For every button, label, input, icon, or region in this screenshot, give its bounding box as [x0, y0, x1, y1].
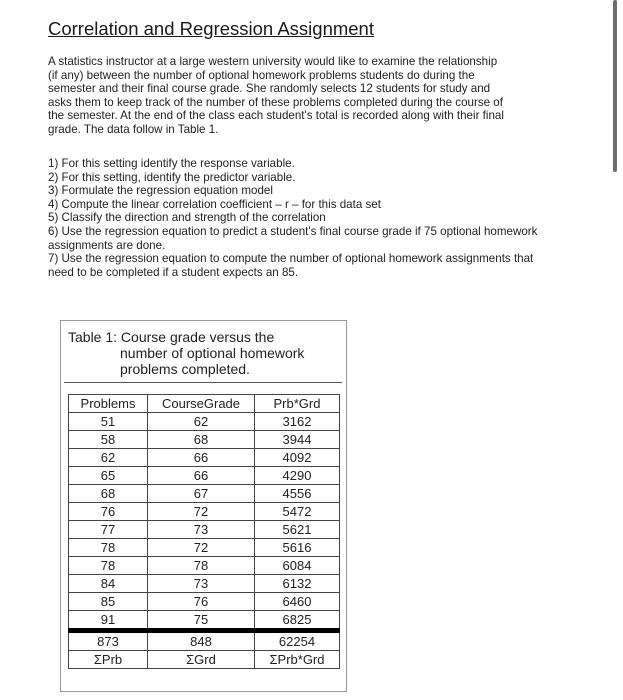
cell-prb-grd: 5621 — [255, 521, 340, 539]
cell-prb-grd: 4092 — [255, 449, 340, 467]
table-row — [69, 431, 340, 449]
question-line: 3) Formulate the regression equation model — [48, 184, 273, 198]
cell-problems: 77 — [69, 521, 148, 539]
sum-prb-label: ΣPrb — [69, 651, 148, 669]
table-caption — [68, 329, 304, 377]
cell-prb-grd: 6825 — [255, 611, 340, 631]
totals-label-row — [69, 651, 340, 669]
paragraph-line: asks them to keep track of the number of these problems completed during the course of — [48, 95, 503, 109]
intro-paragraph — [48, 55, 504, 137]
cell-problems: 62 — [69, 449, 148, 467]
question-line: 4) Compute the linear correlation coefficient – r – for this data set — [48, 197, 381, 211]
table-row — [69, 503, 340, 521]
question-line: 5) Classify the direction and strength of the correlation — [48, 211, 326, 225]
header-course-grade: CourseGrade — [148, 395, 255, 413]
question-line: 2) For this setting, identify the predictor variable. — [48, 170, 296, 184]
caption-line: problems completed. — [120, 361, 250, 377]
caption-line: Table 1: Course grade versus the — [68, 329, 275, 345]
cell-prb-grd: 5472 — [255, 503, 340, 521]
cell-problems: 78 — [69, 539, 148, 557]
page-title: Correlation and Regression Assignment — [48, 18, 374, 39]
table-row — [69, 413, 340, 431]
cell-course-grade: 66 — [148, 449, 255, 467]
paragraph-line: (if any) between the number of optional homework problems students do during the — [48, 68, 475, 82]
cell-problems: 58 — [69, 431, 148, 449]
cell-problems: 84 — [69, 575, 148, 593]
table-row — [69, 521, 340, 539]
cell-prb-grd: 6132 — [255, 575, 340, 593]
table-1-figure — [60, 320, 347, 692]
cell-problems: 91 — [69, 611, 148, 631]
question-line: 6) Use the regression equation to predict a student's final course grade if 75 optional homework — [48, 224, 538, 238]
question-line: need to be completed if a student expects an 85. — [48, 265, 299, 279]
cell-problems: 68 — [69, 485, 148, 503]
caption-divider — [64, 382, 342, 383]
cell-prb-grd: 5616 — [255, 539, 340, 557]
cell-prb-grd: 4556 — [255, 485, 340, 503]
cell-prb-grd: 6084 — [255, 557, 340, 575]
totals-row — [69, 631, 340, 651]
table-row — [69, 611, 340, 631]
cell-course-grade: 73 — [148, 575, 255, 593]
cell-course-grade: 73 — [148, 521, 255, 539]
data-table — [68, 394, 340, 669]
cell-prb-grd: 3162 — [255, 413, 340, 431]
total-grade: 848 — [148, 631, 255, 651]
question-line: 1) For this setting identify the response variable. — [48, 157, 295, 170]
paragraph-line: semester and their final course grade. She randomly selects 12 students for study and — [48, 82, 491, 96]
total-problems: 873 — [69, 631, 148, 651]
cell-course-grade: 72 — [148, 503, 255, 521]
cell-course-grade: 62 — [148, 413, 255, 431]
header-problems: Problems — [69, 395, 148, 413]
table-row — [69, 557, 340, 575]
cell-course-grade: 68 — [148, 431, 255, 449]
table-row — [69, 467, 340, 485]
table-row — [69, 593, 340, 611]
paragraph-line: grade. The data follow in Table 1. — [48, 122, 219, 136]
table-row — [69, 539, 340, 557]
cell-prb-grd: 4290 — [255, 467, 340, 485]
cell-problems: 85 — [69, 593, 148, 611]
cell-course-grade: 67 — [148, 485, 255, 503]
cell-course-grade: 78 — [148, 557, 255, 575]
cell-problems: 65 — [69, 467, 148, 485]
table-row — [69, 449, 340, 467]
sum-prb-grd-label: ΣPrb*Grd — [255, 651, 340, 669]
cell-problems: 51 — [69, 413, 148, 431]
question-line: 7) Use the regression equation to compute the number of optional homework assignments that — [48, 252, 534, 266]
cell-course-grade: 75 — [148, 611, 255, 631]
paragraph-line: A statistics instructor at a large western university would like to examine the relationship — [48, 55, 498, 68]
cell-prb-grd: 6460 — [255, 593, 340, 611]
question-line: assignments are done. — [48, 238, 166, 252]
table-row — [69, 485, 340, 503]
cell-prb-grd: 3944 — [255, 431, 340, 449]
cell-course-grade: 66 — [148, 467, 255, 485]
cell-problems: 76 — [69, 503, 148, 521]
sum-grd-label: ΣGrd — [148, 651, 255, 669]
caption-line: number of optional homework — [120, 345, 305, 361]
scrollbar[interactable] — [613, 0, 617, 172]
cell-course-grade: 76 — [148, 593, 255, 611]
header-prb-grd: Prb*Grd — [255, 395, 340, 413]
table-header-row — [69, 395, 340, 413]
cell-problems: 78 — [69, 557, 148, 575]
cell-course-grade: 72 — [148, 539, 255, 557]
paragraph-line: the semester. At the end of the class each student's total is recorded along with their final — [48, 109, 504, 123]
questions-list — [48, 157, 537, 279]
table-row — [69, 575, 340, 593]
total-prb-grd: 62254 — [255, 631, 340, 651]
